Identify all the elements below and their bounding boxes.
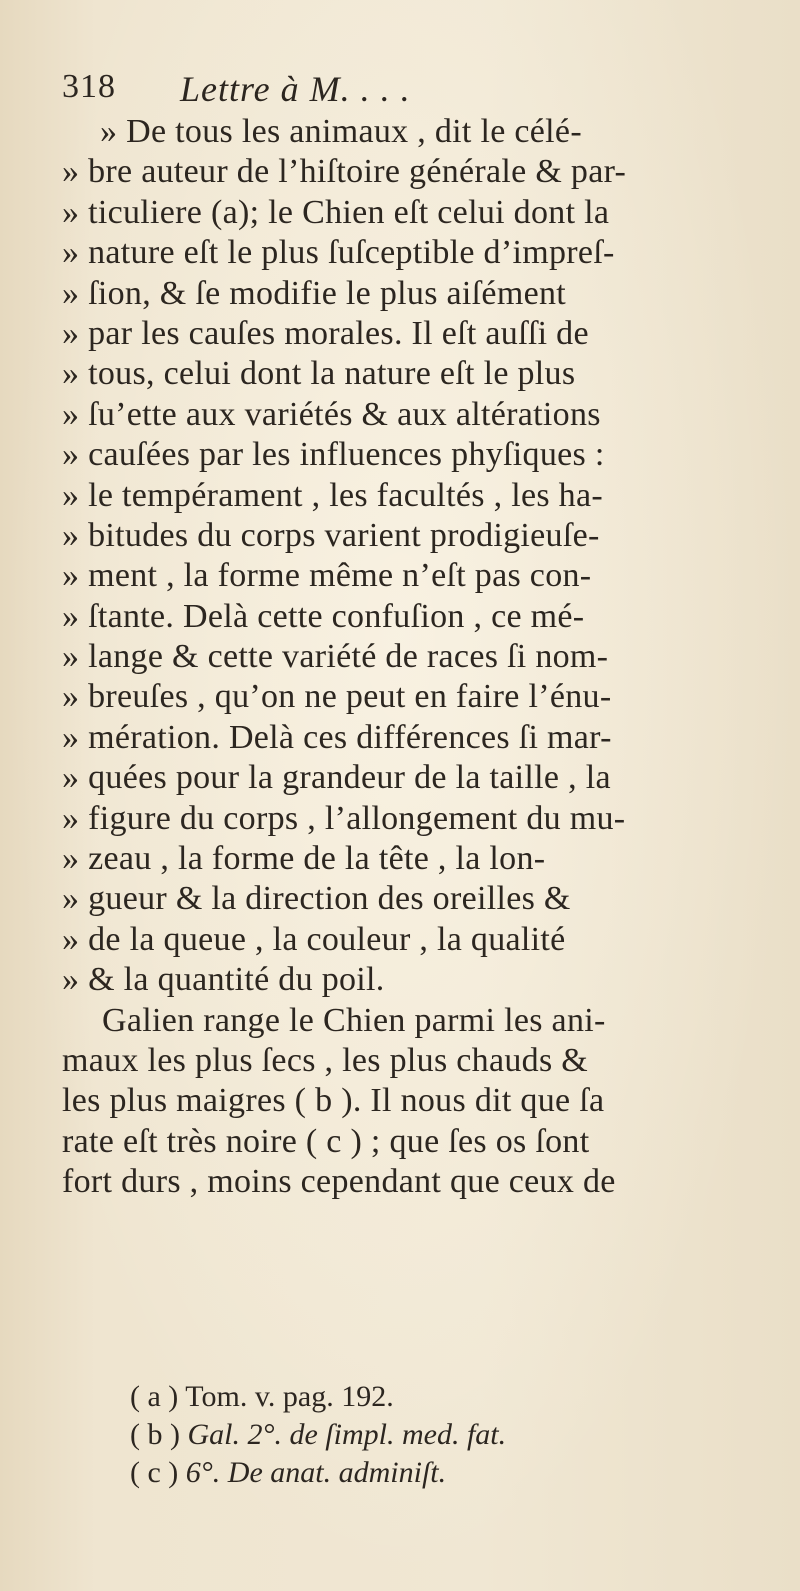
- text-line: » lange & cette variété de races ſi nom-: [62, 638, 609, 676]
- text-line: » le tempérament , les facultés , les ha-: [62, 476, 603, 514]
- text-line: » quées pour la grandeur de la taille , la: [62, 759, 611, 797]
- text-line: » mération. Delà ces différences ſi mar-: [62, 718, 612, 756]
- text-line: » par les cauſes morales. Il eſt auſſi de: [62, 314, 589, 352]
- text-line: les plus maigres ( b ). Il nous dit que ſa: [62, 1082, 605, 1120]
- footnote-text: Gal. 2°. de ſimpl. med. fat.: [187, 1418, 507, 1451]
- text-line: » ment , la forme même n’eſt pas con-: [62, 557, 592, 595]
- text-line: » nature eſt le plus ſuſceptible d’impreſ-: [62, 234, 615, 272]
- text-line: » tous, celui dont la nature eſt le plus: [62, 355, 576, 393]
- footnote-mark: ( a ): [130, 1380, 179, 1413]
- text-line: » breuſes , qu’on ne peut en faire l’énu-: [62, 678, 612, 716]
- paragraph-start-line: Galien range le Chien parmi les ani-: [102, 1001, 606, 1039]
- footnotes: [130, 1378, 770, 1492]
- text-line: maux les plus ſecs , les plus chauds &: [62, 1041, 589, 1079]
- text-line: » zeau , la forme de la tête , la lon-: [62, 840, 546, 878]
- text-line: » cauſées par les influences phyſiques :: [62, 436, 605, 474]
- footnote-c: [130, 1454, 770, 1492]
- footnote-mark: ( b ): [130, 1418, 180, 1451]
- footnote-a: [130, 1378, 770, 1416]
- page-number: 318: [62, 68, 116, 105]
- footnote-mark: ( c ): [130, 1456, 179, 1489]
- text-line: » ſu’ette aux variétés & aux altérations: [62, 395, 601, 433]
- text-line: rate eſt très noire ( c ) ; que ſes os ſont: [62, 1122, 590, 1160]
- text-line: » gueur & la direction des oreilles &: [62, 880, 571, 918]
- text-line: » ſtante. Delà cette confuſion , ce mé-: [62, 597, 585, 635]
- text-line: fort durs , moins cependant que ceux de: [62, 1163, 616, 1201]
- text-line: » bitudes du corps varient prodigieuſe-: [62, 516, 600, 554]
- running-head: [62, 68, 462, 108]
- text-line: » bre auteur de l’hiſtoire générale & par-: [62, 153, 627, 191]
- text-line: » ſion, & ſe modifie le plus aiſément: [62, 274, 566, 312]
- running-title: Lettre à M. . . .: [180, 69, 411, 109]
- body-text: [62, 112, 774, 1203]
- text-line: » De tous les animaux , dit le célé-: [100, 113, 582, 150]
- text-line: » & la quantité du poil.: [62, 961, 385, 999]
- text-line: » figure du corps , l’allongement du mu-: [62, 799, 626, 837]
- text-line: » ticuliere (a); le Chien eſt celui dont la: [62, 193, 610, 231]
- text-line: » de la queue , la couleur , la qualité: [62, 920, 566, 958]
- footnote-b: [130, 1416, 770, 1454]
- footnote-text: 6°. De anat. adminiſt.: [185, 1456, 447, 1489]
- footnote-text: Tom. v. pag. 192.: [185, 1380, 394, 1413]
